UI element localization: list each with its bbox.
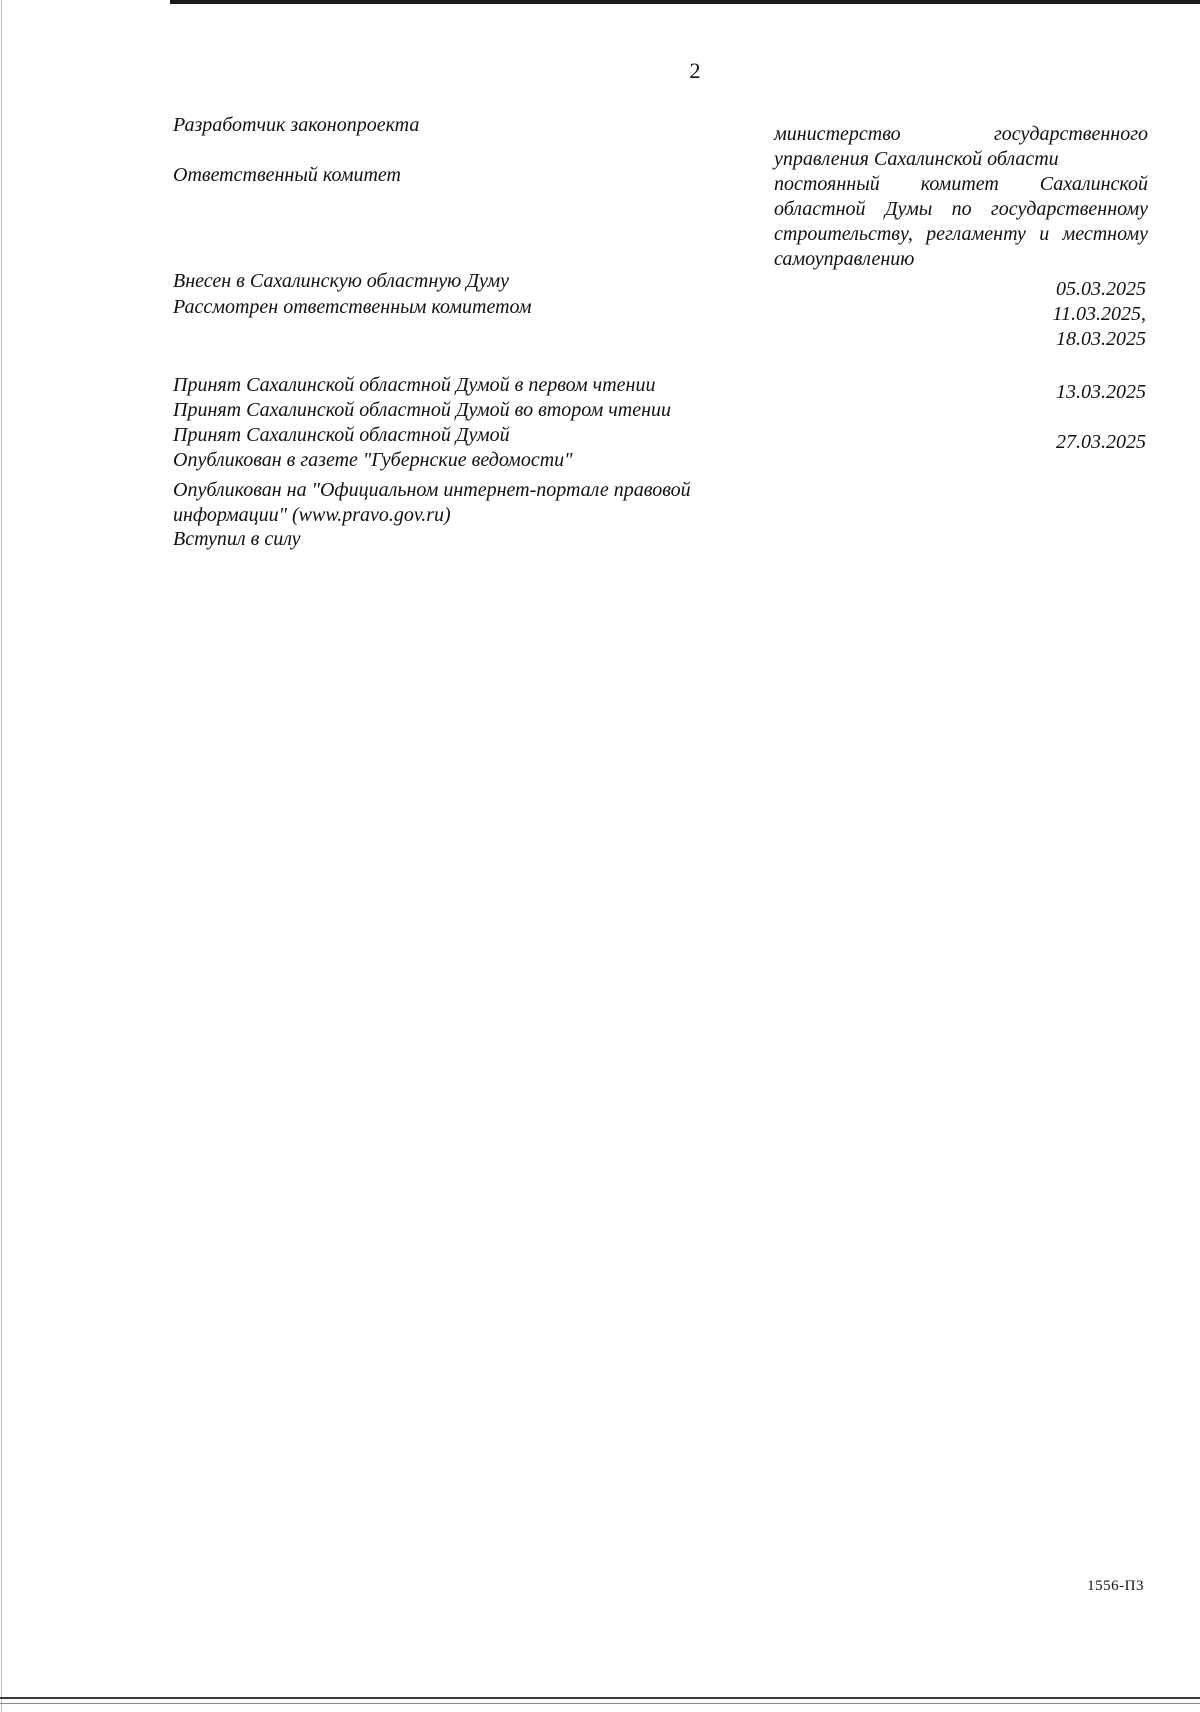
second-reading-label: Принят Сахалинской областной Думой во втором чтении [173,399,672,421]
reviewed-date-2: 18.03.2025 [1056,328,1146,350]
effective-label: Вступил в силу [173,528,301,550]
developer-value-text: министерство государственного управления Сахалинской области [774,123,1148,170]
committee-value [774,172,1148,272]
reviewed-label: Рассмотрен ответственным комитетом [173,296,532,318]
bottom-scan-border [0,1697,1200,1699]
reviewed-date-1: 11.03.2025, [1052,303,1146,325]
left-scan-edge [1,0,2,1712]
first-reading-label: Принят Сахалинской областной Думой в первом чтении [173,374,656,396]
adopted-date: 27.03.2025 [1056,431,1146,453]
published-portal-label-line1: Опубликован на "Официальном интернет-портале правовой [173,479,691,501]
document-code: 1556-П3 [1087,1578,1144,1594]
developer-label: Разработчик законопроекта [173,114,420,136]
submitted-date: 05.03.2025 [1056,278,1146,300]
published-newspaper-label: Опубликован в газете "Губернские ведомости" [173,449,573,471]
top-scan-border [170,0,1200,4]
first-reading-date: 13.03.2025 [1056,381,1146,403]
submitted-label: Внесен в Сахалинскую областную Думу [173,270,510,292]
committee-label: Ответственный комитет [173,164,401,186]
page-number: 2 [689,58,701,83]
adopted-label: Принят Сахалинской областной Думой [173,424,510,446]
bottom-scan-border-faint [0,1703,1200,1704]
published-portal-label-line2: информации" (www.pravo.gov.ru) [173,504,451,526]
committee-value-text: постоянный комитет Сахалинской областной Думы по государственному строительству, регламенту и местному самоуправлению [774,173,1148,270]
developer-value [774,122,1148,172]
